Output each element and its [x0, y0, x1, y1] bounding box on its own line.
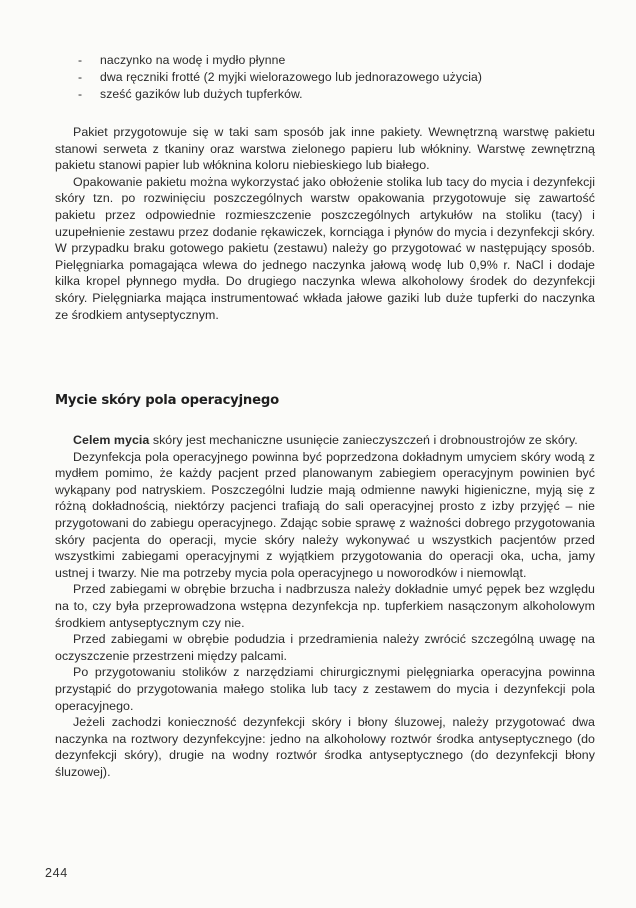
list-item [78, 86, 598, 103]
paragraph-text: skóry jest mechaniczne usunięcie zanieczyszczeń i drobnoustrojów ze skóry. [149, 433, 578, 447]
paragraph-mucosa: Jeżeli zachodzi konieczność dezynfekcji skóry i błony śluzowej, należy przygotować dwa naczynka na roztwory dezynfekcyjne: jedno na alkoholowy roztwór środka antyseptycznego (do dezynfekcji skóry), drugie na wodny roztwór środka antyseptycznego (do dezynfekcji błony śluzowej). [55, 715, 595, 779]
paragraph-packaging-use: Opakowanie pakietu można wykorzystać jako obłożenie stolika lub tacy do mycia i dezynfekcji skóry tzn. po rozwinięciu poszczególnych warstw opakowania przygotowuje się zawartość pakietu przez odpowiednie rozmieszczenie poszczególnych artykułów na stoliku (tacy) i uzupełnienie zestawu przez dodanie rękawiczek, kornciąga i płynów do mycia i dezynfekcji skóry. W przypadku braku gotowego pakietu (zestawu) należy go przygotować w następujący sposób. Pielęgniarka pomagająca wlewa do jednego naczynka jałową wodę lub 0,9% r. NaCl i dodaje kilka kropel płynnego mydła. Do drugiego naczynka wlewa alkoholowy środek do dezynfekcji skóry. Pielęgniarka mająca instrumentować wkłada jałowe gaziki lub duże tupferki do naczynka ze środkiem antyseptycznym. [55, 174, 595, 322]
paragraph-tray: Po przygotowaniu stolików z narzędziami chirurgicznymi pielęgniarka operacyjna powinna przystąpić do przygotowania małego stolika lub tacy z zestawem do mycia i dezynfekcji pola operacyjnego. [55, 665, 595, 713]
list-item-text: dwa ręczniki frotté (2 myjki wielorazowego lub jednorazowego użycia) [100, 70, 483, 84]
paragraph-disinfection: Dezynfekcja pola operacyjnego powinna być poprzedzona dokładnym umyciem skóry wodą z mydłem pomimo, że każdy pacjent przed planowanym zabiegiem operacyjnym powinien być wykąpany pod natryskiem. Poszczególni ludzie mają odmienne nawyki higieniczne, myją się z różną dokładnością, niektórzy pacjenci trafiają do sali operacyjnej prosto z izby przyjęć – nie przygotowani do zabiegu operacyjnego. Zdając sobie sprawę z ważności dobrego przygotowania skóry pacjenta do operacji, mycie skóry należy wykonywać u wszystkich pacjentów przed wszystkimi zabiegami operacyjnymi z wyjątkiem przygotowania do operacji oka, ucha, jamy ustnej i twarzy. Nie ma potrzeby mycia pola operacyjnego u noworodków i niemowląt. [55, 449, 595, 580]
page-number: 244 [45, 866, 68, 880]
section-text [55, 432, 595, 780]
intro-text [55, 124, 595, 323]
list-item [78, 52, 598, 69]
paragraph-abdomen: Przed zabiegami w obrębie brzucha i nadbrzusza należy dokładnie umyć pępek bez względu na to, czy była przeprowadzona wstępna dezynfekcja np. tupferkiem nasączonym alkoholowym środkiem antyseptycznym czy nie. [55, 582, 595, 630]
paragraph-washing-goal [55, 432, 595, 449]
list-item-text: sześć gazików lub dużych tupferków. [100, 87, 303, 101]
section-heading: Mycie skóry pola operacyjnego [55, 393, 279, 408]
paragraph-limbs: Przed zabiegami w obrębie podudzia i przedramienia należy zwrócić szczególną uwagę na oczyszczenie przestrzeni między palcami. [55, 632, 595, 663]
dash-marker: - [78, 53, 83, 67]
dash-marker: - [78, 70, 83, 84]
list-item [78, 69, 598, 86]
dash-marker: - [78, 87, 83, 101]
paragraph-package: Pakiet przygotowuje się w taki sam sposób jak inne pakiety. Wewnętrzną warstwę pakietu stanowi serweta z tkaniny oraz warstwa zielonego papieru lub włókniny. Warstwę zewnętrzną pakietu stanowi papier lub włóknina koloru niebieskiego lub białego. [55, 125, 595, 173]
equipment-list [78, 52, 598, 103]
list-item-text: naczynko na wodę i mydło płynne [100, 53, 286, 67]
lead-term: Celem mycia [73, 433, 150, 447]
